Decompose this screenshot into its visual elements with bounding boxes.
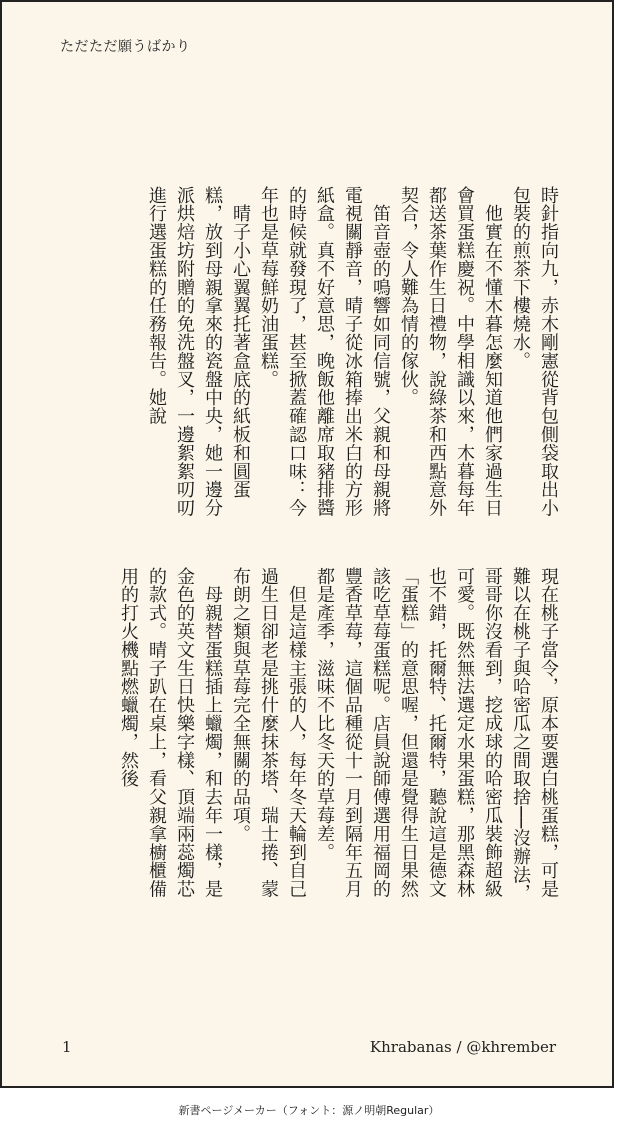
paragraph: 但是這樣主張的人，每年冬天輪到自己過生日卻老是挑什麼抹茶塔、瑞士捲、蒙布朗之類與草莓完全無關的品項。	[230, 567, 307, 899]
paragraph: 時針指向九，赤木剛憲從背包側袋取出小包裝的煎茶下樓燒水。	[510, 186, 559, 518]
generator-caption: 新書ページメーカー（フォント：源ノ明朝Regular）	[178, 1104, 440, 1117]
paragraph: 笛音壺的鳴響如同信號，父親和母親將電視關靜音，晴子從冰箱捧出米白的方形紙盒。真不好意思，晚飯他離席取豬排醬的時候就發現了，甚至掀蓋確認口味：今年也是草莓鮮奶油蛋糕。	[258, 186, 391, 518]
paragraph: 他實在不懂木暮怎麼知道他們家過生日會買蛋糕慶祝。中學相識以來，木暮每年都送茶葉作生日禮物，說綠茶和西點意外契合，令人難為情的傢伙。	[398, 186, 503, 518]
paragraph: 母親替蛋糕插上蠟燭，和去年一樣，是金色的英文生日快樂字樣、頂端兩蕊燭芯的款式。晴子趴在桌上，看父親拿櫥櫃備用的打火機點燃蠟燭，然後	[118, 567, 223, 899]
running-header-title: ただただ願うばかり	[60, 39, 191, 55]
upper-text-block	[58, 186, 562, 522]
paragraph: 現在桃子當令，原本要選白桃蛋糕，可是難以在桃子與哈密瓜之間取捨──沒辦法，哥哥你沒看到，挖成球的哈密瓜裝飾超級可愛。既然無法選定水果蛋糕，那黑森林也不錯，托爾特、托爾特，聽說這是德文「蛋糕」的意思喔，但還是覺得生日果然該吃草莓蛋糕呢。店員說師傅選用福岡的豐香草莓，這個品種從十一月到隔年五月都是產季，滋味不比冬天的草莓差。	[314, 567, 559, 903]
lower-text-block	[58, 567, 562, 903]
paragraph: 晴子小心翼翼托著盒底的紙板和圓蛋糕，放到母親拿來的瓷盤中央，她一邊分派烘焙坊附贈的免洗盤叉，一邊絮絮叨叨進行選蛋糕的任務報告。她說	[146, 186, 251, 518]
author-credit: Khrabanas / @khrember	[369, 1038, 556, 1056]
page-number: 1	[62, 1038, 72, 1056]
